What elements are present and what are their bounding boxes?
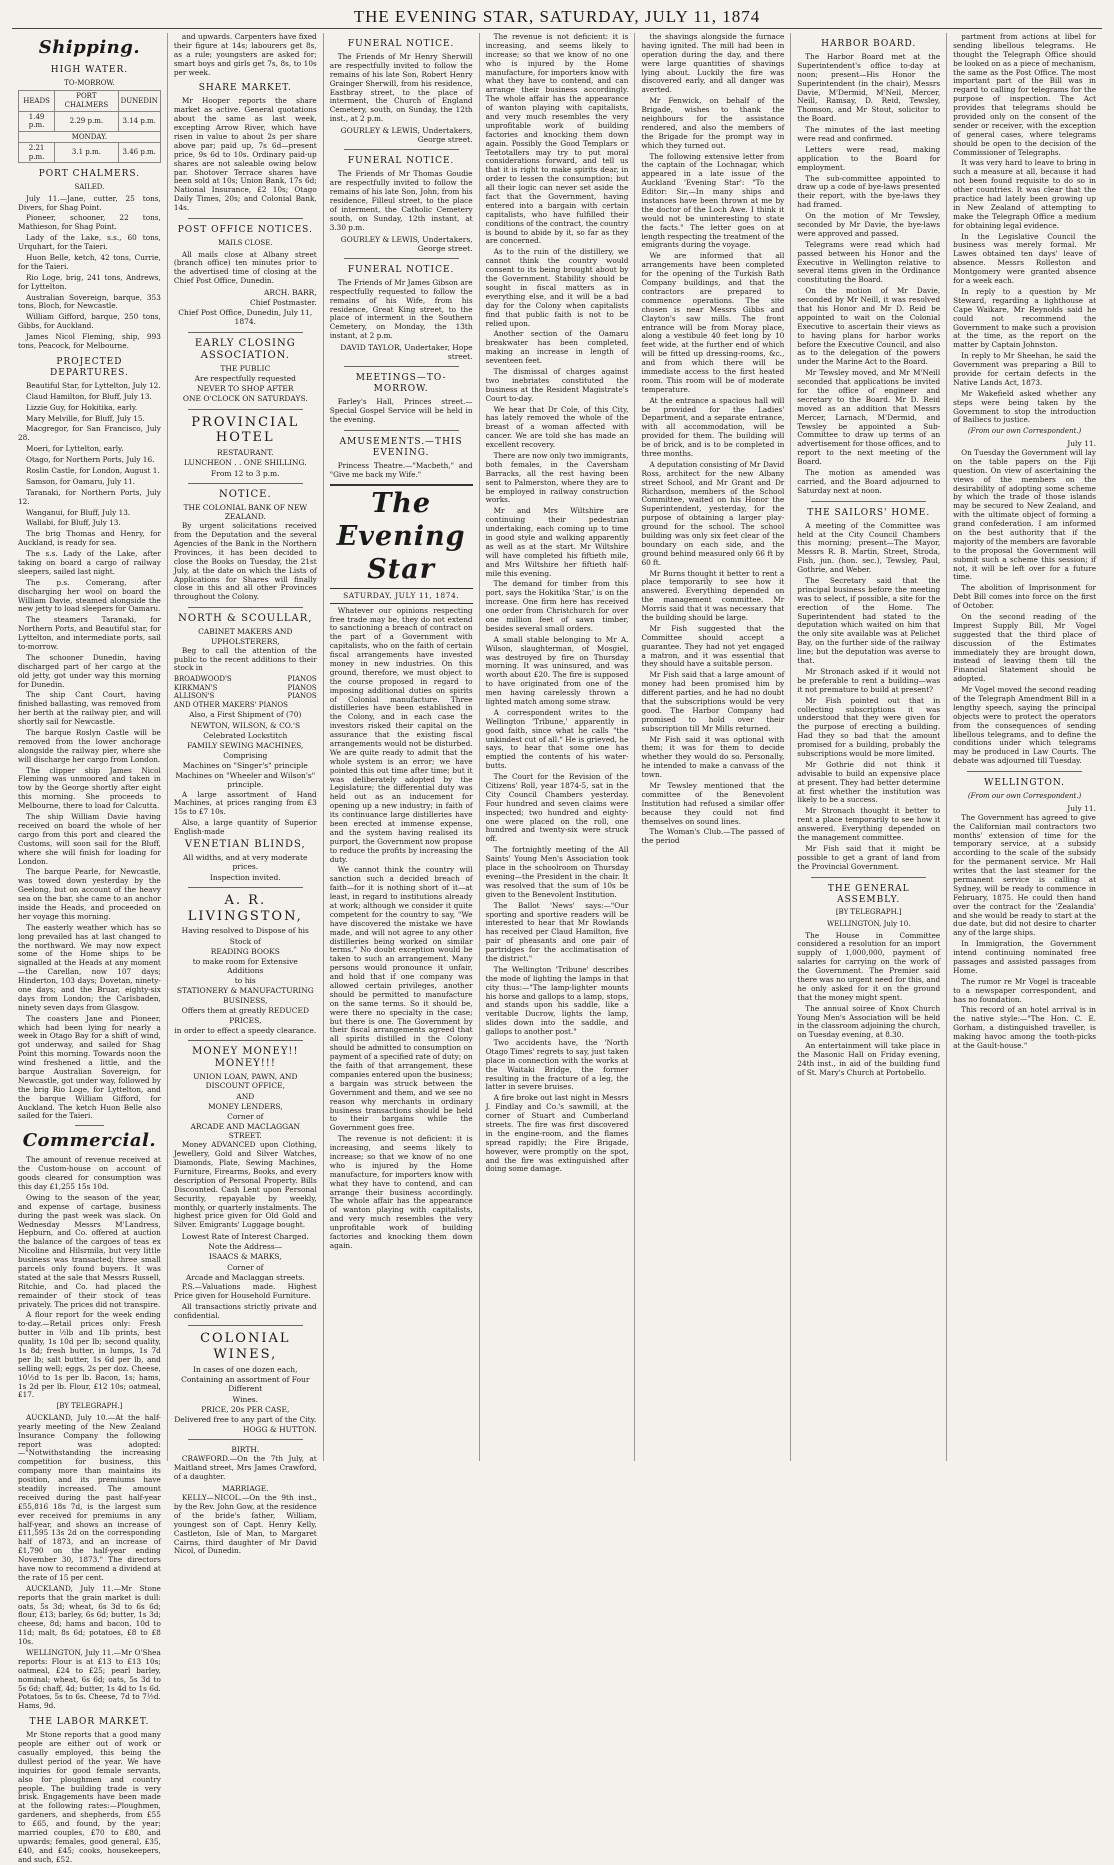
general-assembly-heading: THE GENERAL ASSEMBLY. xyxy=(827,883,910,905)
ad-line: LUNCHEON . . ONE SHILLING. xyxy=(183,458,307,468)
paragraph: The barque Roslyn Castle will be removed from the lower anchorage alongside the railway pier, where she will discharge her cargo from London. xyxy=(18,728,161,764)
paragraph: In reply to Mr Sheehan, he said the Government was preparing a Bill to provide for certain defects in the Native Lands Act, 1873. xyxy=(953,351,1097,387)
paragraph: The Court for the Revision of the Citizens' Roll, year 1874-5, sat in the City Council Chambers yesterday. Four hundred and seven claims were inspected; two hundred and eighty-one were placed on the roll, one hundred and twenty-six were struck off. xyxy=(485,772,629,844)
paragraph: Mr and Mrs Wiltshire are continuing their pedestrian undertaking, each coming up to time in good style and walking apparently as well as at the start. Mr Wiltshire will have completed his fiftieth mile, and Mrs Wiltshire her fiftieth half-mile this evening. xyxy=(485,506,629,578)
paragraph: Australian Sovereign, barque, 353 tons, Bloch, for Newcastle. xyxy=(18,292,161,311)
paragraph: Rio Loge, brig, 241 tons, Andrews, for Lyttelton. xyxy=(18,272,161,291)
paragraph: Mr Tewsley mentioned that the committee of the Benevolent Institution had refused a similar offer because they could not find themselves on sound lines. xyxy=(641,781,785,826)
paragraph: This record of an hotel arrival is in the native style:—"The Hon. C. E. Gorham, a distinguished traveller, is making havoc among the tooth-picks at the Gault-house." xyxy=(953,1005,1097,1051)
marriage-heading: MARRIAGE. xyxy=(221,1483,269,1493)
notice-heading: NOTICE. xyxy=(218,488,272,500)
paragraph: Mr Tewsley moved, and Mr M'Neill seconded that applications be invited for the office of engineer and secretary to the Board. Mr D. Reid moved as an addition that Messrs Mercer, Larnach, M'Dermid, and Tewsley be appointed a Sub-Committee to draw up terms of an advertisement for those offices, and to report to the next meeting of the Board. xyxy=(797,368,941,467)
tide-cell: 1.49 p.m. xyxy=(19,111,55,131)
high-water-sub: TO-MORROW. xyxy=(64,78,115,87)
divider xyxy=(188,218,303,219)
paragraph: The fortnightly meeting of the All Saints' Young Men's Association took place in the schoolroom on Thursday evening—the President in the chair. It was resolved that the sum of 10s be given to the Benevolent Institution. xyxy=(485,845,629,899)
divider xyxy=(811,501,926,502)
post-signature-title: Chief Postmaster. xyxy=(250,298,317,308)
funeral-signature: GOURLEY & LEWIS, Undertakers, George street. xyxy=(340,126,473,145)
tide-cell: 3.1 p.m. xyxy=(55,143,118,163)
ad-line: Celebrated Lockstitch xyxy=(203,730,288,740)
paragraph: Mr Burns thought it better to rent a place temporarily to see how it answered. Everything depended on the management committee. Mr Morris said that it was necessary that the building should be large. xyxy=(641,568,785,622)
telegraph-label: [BY TELEGRAPH.] xyxy=(835,908,902,917)
wellington-text xyxy=(953,814,1096,1051)
paragraph: Telegrams were read which had passed between his Honor and the Executive in Wellington relative to several items given in the Ordinance constituting the Board. xyxy=(797,239,941,285)
paragraph: A small stable belonging to Mr A. Wilson, slaughterman, of Mosgiel, was destroyed by fire on Thursday morning. It was uninsured, and was worth about £20. The fire is supposed to have originated from one of the men having carelessly thrown a lighted match among some straw. xyxy=(485,634,629,707)
paragraph: The ship William Davie having received on board the whole of her cargo from this port and cleared the Customs, will soon sail for the Bluff, where she will finish for loading for London. xyxy=(18,812,161,866)
divider xyxy=(188,1439,303,1440)
column-1 xyxy=(12,33,168,1864)
paragraph: It was very hard to leave to bring in such a measure at all, because it had not been found requisite to do so in other countries. It was clear that the practice had lately been growing up in New Zealand of attempting to make the Telegraph Office a medium for obtaining legal evidence. xyxy=(953,158,1097,230)
ad-line: In cases of one dozen each, xyxy=(193,1365,298,1375)
provincial-hotel-sub: RESTAURANT. xyxy=(217,448,274,458)
money-heading: MONEY MONEY!! MONEY!!! xyxy=(192,1045,299,1070)
ad-line: Having resolved to Dispose of his xyxy=(181,926,309,936)
ad-line: READING BOOKS xyxy=(210,946,280,956)
ad-line: Wines. xyxy=(232,1394,259,1404)
ad-line: Comprising xyxy=(223,751,268,761)
tide-cell: 2.21 p.m. xyxy=(19,143,55,163)
sailed-list xyxy=(18,195,161,351)
paragraph: The Harbor Board met at the Superintendent's office to-day at noon; present—His Honor the Superintendent (in the chair), Messrs Davie, M'Dermid, M'Neil, Mercer, Neill, Ramsay, D. Reid, Tewsley, Thomson, and Mr Stout, solicitor to the Board. xyxy=(797,51,941,124)
harbor-board-text xyxy=(797,53,940,496)
divider xyxy=(344,366,459,367)
paragraph: The abolition of Imprisonment for Debt Bill comes into force on the first of October. xyxy=(953,583,1097,611)
wellington-date: July 11. xyxy=(1067,803,1097,813)
amusements-text: Princess Theatre.—"Macbeth," and "Give me back my Wife." xyxy=(329,460,473,479)
north-scoullar-text-3: Also, a large quantity of Superior English-made xyxy=(173,818,317,837)
paragraph: The steamers Taranaki, for Northern Ports, and Beautiful star, for Lyttelton, and intermediate ports, sail to-morrow. xyxy=(18,615,161,652)
money-confidential: All transactions strictly private and confidential. xyxy=(173,1301,317,1320)
shipping-heading: Shipping. xyxy=(38,37,141,58)
paragraph: AUCKLAND, July 11.—Mr Stone reports that the grain market is dull: oats, 5s 3d; wheat, 6s 3d to 6s 6d; flour, £13; barley, 6s 6d; butter, 1s 3d; cheese, 8d; hams and bacon, 10d to 11d; malt, 8s 6d; potatoes, £8 to £8 10s. xyxy=(18,1583,161,1647)
paragraph: In the Legislative Council the business was merely formal. Mr Lawes obtained ten days' leave of absence. Messrs Rolleston and Montgomery were granted absence for a week each. xyxy=(953,231,1097,286)
paper-title: The Evening Star xyxy=(330,484,473,590)
paragraph: Mr Fenwick, on behalf of the Brigade, wishes to thank the neighbours for the assistance rendered, and also the members of the Brigade for the prompt way in which they turned out. xyxy=(641,96,785,150)
paragraph: At the entrance a spacious hall will be provided for the Ladies' Department, and a separate entrance, with all accommodation, will be provided for them. The building will be of brick, and is to be completed in three months. xyxy=(641,395,785,458)
paragraph: The easterly weather which has so long prevailed has at last changed to the northward. We may now expect some of the Home ships to be signalled at the Heads at any moment—the Carellan, now 107 days; Hinderton, 103 days; Dovetan, ninety-one days; and the Bruar, eighty-six days from London; the Carlsbaden, ninety seven days from Glasgow. xyxy=(18,922,161,1012)
early-closing-lines xyxy=(174,364,317,404)
projected-heading: PROJECTED DEPARTURES. xyxy=(50,356,129,378)
divider xyxy=(188,409,303,410)
post-date: Chief Post Office, Dunedin, July 11, 1874. xyxy=(178,308,313,327)
ad-line: Arcade and Maclaggan streets. xyxy=(185,1272,305,1282)
divider xyxy=(344,149,459,150)
paragraph: Mr Fish suggested that the Committee should accept a guarantee. They had not yet engaged a matron, and it was essential that they should have a suitable person. xyxy=(641,623,785,669)
north-scoullar-text-2: A large assortment of Hand Machines, at prices ranging from £3 15s to £7 10s. xyxy=(173,789,317,817)
correspondent-date: July 11. xyxy=(1067,438,1097,448)
paragraph: On the motion of Mr Tewsley, seconded by Mr Davie, the bye-laws were approved and passed. xyxy=(797,211,941,238)
paragraph: The revenue is not deficient: it is increasing, and seems likely to increase; so that we know of no one who is injured by the Home manufacture, for importers know with what they have to contend, and can arrange their business accordingly. The whole affair has the appearance of wanton playing with capitalists, and very much resembles the very unprofitable work of building factories and knocking them down again. Possibly the Good Templars or Teetotallers may try to put moral considerations forward, and tell us that it is right to make spirits dear, in order to lessen the consumption; but all their logic can never set aside the fact that the Government, having entered into a bargain with certain capitalists, who have fulfilled their conditions of the contract, the country is bound to abide by it, so far as they are concerned. xyxy=(485,32,629,246)
ad-line: Stock of xyxy=(229,936,261,946)
paragraph: The demand for timber from this port, says the Hokitika 'Star,' is on the increase. One firm here has received one order from Christchurch for over one million feet of sawn timber, besides several small orders. xyxy=(485,579,629,633)
commercial-news xyxy=(18,1156,161,1400)
funeral-notice-heading: FUNERAL NOTICE. xyxy=(347,39,455,49)
post-office-text: All mails close at Albany street (branch office) ten minutes prior to the advertised time of closing at the Chief Post Office, Dunedin. xyxy=(173,249,317,286)
wines-heading: COLONIAL WINES, xyxy=(200,1331,291,1363)
paragraph: Mr Fish pointed out that in collecting subscriptions it was understood that they were given for the purpose of erecting a building. Had they so bad that the amount promised for a building, probably the subscriptions would be more limited. xyxy=(797,695,941,758)
north-scoullar-sub: CABINET MAKERS AND UPHOLSTERERS, xyxy=(198,627,293,646)
paragraph: On the second reading of the Imprest Supply Bill, Mr Vogel suggested that the third place of discussion of the Estimates immediately they are brought down, instead of leaving them till the Financial Statement should be adopted. xyxy=(953,612,1097,684)
shipping-news xyxy=(18,530,161,1121)
hogg-signature: HOGG & HUTTON. xyxy=(242,1425,317,1434)
ad-line: STATIONERY & MANUFACTURING xyxy=(176,986,314,996)
paragraph: Mr Gothrie did not think it advisable to build an expensive place at present. They had better determine at first whether the institution was likely to be a success. xyxy=(797,759,941,805)
paragraph: The coasters Jane and Pioneer, which had been lying for nearly a week in Otago Bay for a shift of wind, got underway, and sailed for Shag Point this morning. Towards noon the wind freshened a little, and the barque Australian Sovereign, for Newcastle, got under way, followed by the brig Rio Loge, for Lyttelton, and the barque William Gifford, for Auckland. The ketch Huon Belle also sailed for the Taieri. xyxy=(18,1013,161,1121)
share-market-heading: SHARE MARKET. xyxy=(198,83,292,94)
paragraph: We are informed that all arrangements have been completed for the opening of the Turkish Bath Company buildings, and that the contractors are prepared to commence operations. The site chosen is near Messrs Gibbs and Clayton's saw mills. The front entrance will be from Moray place, along a vestibule 40 feet long by 10 feet wide, at the further end of which will be fitted up dressing-rooms, &c., and from which there will be immediate access to the first heated room. This room will be of moderate temperature. xyxy=(641,251,785,394)
ad-line: Are respectfully requested xyxy=(194,374,296,384)
sailors-home-text xyxy=(797,522,940,872)
ad-line: MONEY LENDERS, xyxy=(207,1101,283,1111)
paragraph: The barque Pearle, for Newcastle, was towed down yesterday by the Geelong, but on account of the heavy sea on the bar, she came to an anchor inside the Heads, and proceeded on her voyage this morning. xyxy=(18,867,161,921)
ad-line: AND xyxy=(236,1091,255,1101)
paragraph: The brig Thomas and Henry, for Auckland, is ready for sea. xyxy=(18,529,161,548)
paragraph: Otago, for Northern Ports, July 16. xyxy=(26,455,155,465)
money-text: Money ADVANCED upon Clothing, Jewellery, Gold and Silver Watches, Diamonds, Plate, Sewing Machines, Furniture, Firearms, Books, and every description of Personal Property. Bills Discounted. Cash Lent upon Personal Security, repayable by weekly, monthly, or quarterly instalments. The highest price given for Old Gold and Silver. Emigrants' Luggage bought. xyxy=(173,1140,317,1230)
paragraph: The annual soiree of Knox Church Young Men's Association will be held in the classroom adjoining the church, on Tuesday evening, at 8.30. xyxy=(797,1003,941,1040)
funeral-signature: GOURLEY & LEWIS, Undertakers, George street. xyxy=(340,234,473,253)
meetings-heading: MEETINGS—TO-MORROW. xyxy=(355,373,447,395)
tide-cell: 3.46 p.m. xyxy=(118,143,160,163)
divider xyxy=(967,771,1082,772)
paragraph: The dismissal of charges against two inebriates constituted the business at the Resident Magistrate's Court to-day. xyxy=(485,366,629,403)
tide-table xyxy=(18,90,161,163)
venetian-sub: All widths, and at very moderate prices. xyxy=(183,853,308,872)
paragraph: Mr Vogel moved the second reading of the Telegraph Amendment Bill in a lengthy speech, saying the principal objects were to protect the operators from the consequences of sending libellous telegrams, and to define the conditions under which telegrams may be produced in Law Courts. The debate was adjourned till Tuesday. xyxy=(953,685,1097,766)
divider xyxy=(188,887,303,888)
ad-line: PRICE, 20s PER CASE, xyxy=(201,1404,290,1414)
ad-line: Machines on "Wheeler and Wilson's" principle. xyxy=(175,771,316,790)
paragraph: The p.s. Comerang, after discharging her wool on board the William Davie, steamed alongside the new jetty to load sleepers for Oamaru. xyxy=(18,577,161,614)
provincial-hotel-lines xyxy=(174,458,317,477)
paragraph: Samson, for Oamaru, July 11. xyxy=(26,476,136,486)
tide-header: DUNEDIN xyxy=(118,91,160,111)
paragraph: Taranaki, for Northern Ports, July 12. xyxy=(18,487,161,506)
ad-line: BUSINESS, xyxy=(223,996,268,1006)
tide-cell: 2.29 p.m. xyxy=(55,111,118,131)
port-chalmers-heading: PORT CHALMERS. xyxy=(38,169,141,180)
commercial-telegrams xyxy=(18,1414,161,1711)
paragraph: We hear that Dr Cole, of this City, has lately removed the whole of the breast of a woman affected with cancer. We are told she has made an excellent recovery. xyxy=(485,404,629,450)
venetian-heading: VENETIAN BLINDS, xyxy=(184,839,306,851)
ad-line: in order to effect a speedy clearance. xyxy=(174,1025,317,1035)
birth-heading: BIRTH. xyxy=(231,1445,260,1455)
north-scoullar-text: Beg to call the attention of the public to the recent additions to their stock in xyxy=(173,645,317,673)
paragraph: the shavings alongside the furnace having ignited. The mill had been in operation during the day, and there were large quantities of shavings lying about. Luckily the fire was discovered early, and all danger was averted. xyxy=(641,32,785,95)
ad-line: Offers them at greatly REDUCED PRICES, xyxy=(181,1006,309,1025)
livingston-lines xyxy=(174,926,317,1035)
masthead: THE EVENING STAR, SATURDAY, JULY 11, 1874 xyxy=(12,6,1102,29)
paragraph: The sub-committee appointed to draw up a code of bye-laws presented their report, with the bye-laws they had framed. xyxy=(797,173,941,210)
notice-text: By urgent solicitations received from the Deputation and the several Agencies of the Bank in the Northern Provinces, it has been decided to close the Books on Tuesday, the 21st July, at the date on which the Lists of Applications for Shares will finally close in this and all other Provinces throughout the Colony. xyxy=(173,521,317,602)
funeral-notice-text: The Friends of Mr James Gibson are respectfully requested to follow the remains of his Wife, from his residence, Great King street, to the place of interment in the Southern Cemetery, on Monday, the 13th instant, at 2 p.m. xyxy=(329,277,473,341)
paragraph: As to the ruin of the distillery, we cannot think the country would consent to its being brought about by the Government. Stability should be sought in fiscal matters as in everything else, and it will be a bad day for the Colony when capitalists find that public faith is not to be relied upon. xyxy=(485,247,629,328)
paragraph: Mr Stronach asked if it would not be preferable to rent a building—was it not premature to build at present? xyxy=(797,666,941,694)
piano-list xyxy=(174,675,317,709)
tide-header: HEADS xyxy=(19,91,55,111)
paragraph: On the motion of Mr Davie, seconded by Mr Neill, it was resolved that his Honor and Mr D. Reid be appointed to wait on the Colonial Executive to ascertain their views as to having plans for harbor works before the Executive Council, and also as to the delegation of the powers under the Marine Act to the Board. xyxy=(797,286,941,367)
paragraph: WELLINGTON, July 11.—Mr O'Shea reports: Flour is at £13 to £13 10s; oatmeal, £24 to £25; pearl barley, nominal; wheat, 6s 6d; oats, 5s 3d to 5s 6d; chaff, 4d; butter, 1s 4d to 1s 6d. Potatoes, 5s to 6s. Cheese, 7d to 7½d. Hams, 9d. xyxy=(18,1648,161,1711)
paragraph: AUCKLAND, July 10.—At the half-yearly meeting of the New Zealand Insurance Company the following report was adopted:—"Notwithstanding the increasing competition for business, this company more than maintains its position, and its premiums have steadily increased. The amount received during the past half-year £55,816 18s 7d, is the largest sum ever received for premiums in any half-year, and shows an increase of £11,595 13s 2d on the corresponding half of 1873, and an increase of £1,790 on the half-year ending November 30, 1873." The directors have now to recommend a dividend at the rate of 15 per cent. xyxy=(18,1412,161,1582)
mails-close-label: MAILS CLOSE. xyxy=(218,238,273,247)
north-scoullar-heading: NORTH & SCOULLAR, xyxy=(178,613,313,625)
paragraph: The House in Committee considered a resolution for an import supply of 1,000,000, payment of salaries for carrying on the work of the Government. The Premier said there was no urgent need for this, and he only asked for it on the ground that the money might spent. xyxy=(797,930,941,1002)
column-7 xyxy=(947,33,1102,1461)
wellington-heading: WELLINGTON. xyxy=(984,778,1066,789)
paragraph: Mr Stronach thought it better to rent a place temporarily to see how it answered. Everything depended on the management committee. xyxy=(797,806,941,842)
column-6 xyxy=(791,33,947,1461)
labor-news xyxy=(18,1731,161,1864)
ad-line: ONE O'CLOCK ON SATURDAYS. xyxy=(182,394,308,404)
funeral-notice-heading: FUNERAL NOTICE. xyxy=(347,156,455,167)
projected-list xyxy=(18,382,161,528)
paragraph: The clipper ship James Nicol Fleming was unmoored and taken in tow by the George shortly after eight this morning. She proceeds to Melbourne, there to load for Calcutta. xyxy=(18,765,161,811)
ad-line: From 12 to 3 p.m. xyxy=(211,468,280,478)
paragraph: The Government has agreed to give the Californian mail contractors two months' extension of time for the temporary service, at a subsidy according to the scale of the subsidy for the permanent service. Mr Hall writes that the last steamer for the permanent service is calling at Sydney, will be ready to commence in February, 1875. He could then hand over the contract for the 'Zealandia' and she would be ready to start at the due date, but did not desire to charter any of the large ships. xyxy=(953,812,1097,938)
paragraph: The Ballot 'News' says:—"Our sporting and sportive readers will be interested to hear that Mr Rowlands has received per Claud Hamilton, five pair of pheasants and one pair of partridges for the acclimatisation of the district." xyxy=(485,900,629,963)
notice-sub: THE COLONIAL BANK OF NEW ZEALAND. xyxy=(183,502,308,522)
telegraph-bill-text xyxy=(953,33,1096,425)
paragraph: James Nicol Fleming, ship, 993 tons, Peacock, for Melbourne. xyxy=(18,332,161,351)
column-3 xyxy=(324,33,480,1461)
meetings-text: Farley's Hall, Princes street.—Special Gospel Service will be held in the evening. xyxy=(329,397,473,425)
tide-cell: 3.14 p.m. xyxy=(118,111,160,131)
birth-text: CRAWFORD.—On the 7th July, at Maitland street, Mrs James Crawford, of a daughter. xyxy=(173,1454,317,1482)
paragraph: Beautiful Star, for Lyttelton, July 12. xyxy=(26,380,161,390)
paragraph: A meeting of the Committee was held at the City Council Chambers this morning; present—The Mayor, Messrs R. B. Martin, Street, Stroda, Fish, jun. (hon. sec.), Tewsley, Paul, Gothrie, and Weber. xyxy=(797,520,941,575)
money-ps: P.S.—Valuations made. Highest Price given for Household Furniture. xyxy=(173,1281,317,1300)
paragraph: Wallabi, for Bluff, July 13. xyxy=(26,518,121,528)
paragraph: The motion as amended was carried, and the Board adjourned to Saturday next at noon. xyxy=(797,468,941,495)
paragraph: Owing to the season of the year, and expense of cartage, business during the past week was slack. On Wednesday Messrs M'Landress, Hepburn, and Co. offered at auction the balance of the cargoes of teas ex Nicoline and Hilsrmila, but very little business was transacted; three small parcels only found buyers. It was stated at the sale that Messrs Russell, Ritchie, and Co. had placed the remainder of their stock of teas privately. The prices did not transpire. xyxy=(18,1192,161,1309)
divider xyxy=(188,1325,303,1326)
divider xyxy=(344,430,459,431)
paragraph: Mr Wakefield asked whether any steps were being taken by the Government to stop the introduction of Bailiecs to justice. xyxy=(953,388,1097,425)
piano-row: AND OTHER MAKERS' PIANOS xyxy=(173,700,288,709)
paragraph: The ship Cant Court, having finished ballasting, was removed from her berth at the railway pier, and will shortly sail for Newcastle. xyxy=(18,690,161,727)
money-interest: Lowest Rate of Interest Charged. xyxy=(181,1232,309,1242)
labor-continued: and upwards. Carpenters have fixed their figure at 14s; labourers get 8s, as a rule; youngsters are asked for; smart boys and girls get 7s, 8s, to 10s per week. xyxy=(173,32,317,77)
paragraph: The Secretary said that the principal business before the meeting was to select, if possible, a site for the erection of the Home. The Superintendent had stated to the deputation which waited on him that the only site available was at Pelichet Bay, on the further side of the railway line; but the deputation was averse to that. xyxy=(797,576,941,666)
ad-line: Machines on "Singer's" principle xyxy=(182,761,308,771)
paragraph: Mr Fish said it was optional with them; it was for them to decide whether they would do so. Personally, he intended to make a canvass of the town. xyxy=(641,734,785,780)
paragraph: The rumor re Mr Vogel is traceable to a newspaper correspondent, and has no foundation. xyxy=(953,976,1097,1004)
paragraph: William Gifford, barque, 250 tons, Gibbs, for Auckland. xyxy=(18,312,161,331)
paragraph: Wanganui, for Bluff, July 13. xyxy=(26,507,131,517)
paragraph: On Tuesday the Government will lay on the table papers on the Fiji question. On view of ascertaining the views of the members on the desirability of adopting some scheme by which the trade of those islands may be secured to New Zealand, and with the ultimate object of forming a grand confederation. I am informed on the best authority that if the majority of the members are favorable to the proposal the Government will submit such a scheme this session; if not, it will be left over for a future time. xyxy=(953,447,1097,582)
paragraph: Mr Fish said that it might be possible to get a grant of land from the Provincial Government. xyxy=(797,843,941,871)
paragraph: In reply to a question by Mr Steward, regarding a lighthouse at Cape Waikare, Mr Reynolds said he could not recommend the Government to make such a provision at the time, as the report on the matter by Captain Johnston. xyxy=(953,286,1097,350)
paragraph: Mary Melville, for Bluff, July 15. xyxy=(26,413,145,423)
amusements-heading: AMUSEMENTS.—THIS EVENING. xyxy=(339,436,463,458)
paragraph: Whatever our opinions respecting free trade may be, they do not extend to sanctioning a breach of contract on the part of a Government with capitalists, who on the faith of certain fiscal arrangements have invested money in new industries. On this ground, therefore, we must object to the course proposed in regard to imposing additional duties on spirits of Colonial manufacture. Three distilleries have been established in the Colony, and in each case the investors risked their capital on the assurance that the existing fiscal arrangements would not be disturbed. We are quite ready to admit that the whole system is an error; we have pointed this out time after time; but it was deliberately adopted by the Legislature; the differential duty was held out as an inducement for opening up a new industry; in faith of its continuance large distilleries have been erected at immense expense, and the system having realised its purport, the Government now propose to reduce the profits by increasing the duty. xyxy=(329,605,473,864)
paragraph: Mr Stone reports that a good many people are either out of work or casually employed, this being the dullest period of the year. We have inquiries for good female servants, also for ploughmen and country people. The building trade is very brisk. Engagements have been made at the following rates:—Ploughmen, gardeners, and shepherds, from £55 to £65, and found, by the year; married couples, £70 to £80, and upwards; females, good general, £35, £40, and £45; cooks, housekeepers, and such, £52. xyxy=(18,1730,161,1864)
paragraph: partment from actions at libel for sending libellous telegrams. He thought the Telegraph Office should be looked on as a piece of mechanism, the same as the Post Office. The most important part of the Bill was in regard to calling for telegrams for the purpose of inspection. The Act provides that telegrams should be provided only on the consent of the sender or receiver, with the exception of general cases, where telegrams should be open to the decision of the Commissioner of Telegraphs. xyxy=(953,32,1097,157)
share-market-text: Mr Hooper reports the share market as active. General quotations about the same as last week, excepting Arrow River, which have risen in value to about 2s per share above par; paid up, 7s 6d—present price, 9s 6d to 10s. Ordinary paid-up shares are not saleable owing below par. Shotover Terrace shares have been sold at 10s; Union Bank, 17s 6d; National Insurance, £2 10s; Otago Daily Times, 20s; and Colonial Bank, 14s. xyxy=(173,96,317,213)
ad-line: to make room for Extensive Additions xyxy=(192,956,298,975)
isaacs-lines xyxy=(174,1242,317,1282)
paragraph: A flour report for the week ending to-day.—Retail prices only: Fresh butter in ½lb and 1lb prints, best quality, 1s 10d per lb; second quality, 1s 8d; fresh butter, in lumps, 1s 7d per lb; salt butter, 1s 6d per lb, and selling well; eggs, 2s per doz. Cheese, 10½d to 1s per lb. Bacon, 1s; hams, 1s 2d per lb. Flour, £12 10s; oatmeal, £17. xyxy=(18,1310,161,1400)
paragraph: Lady of the Lake, s.s., 60 tons, Urquhart, for the Taieri. xyxy=(18,233,161,252)
divider xyxy=(188,483,303,484)
paragraph: The amount of revenue received at the Custom-house on account of goods cleared for consumption was this day £1,255 15s 10d. xyxy=(18,1155,161,1191)
paragraph: The revenue is not deficient: it is increasing, and seems likely to increase; so that we know of no one who is injured by the Home manufacture, for importers know with what they have to contend, and can arrange their business accordingly. The whole affair has the appearance of wanton playing with capitalists, and very much resembles the very unprofitable work of building factories and knocking them down again. xyxy=(329,1134,473,1250)
commercial-heading: Commercial. xyxy=(22,1130,157,1152)
paragraph: A correspondent writes to the Wellington 'Tribune,' apparently in good faith, since what he calls "the unkindest cut of all." He is grieved, he says, to hear that some one has emptied the contents of his water-butts. xyxy=(485,707,629,771)
high-water-heading: HIGH WATER. xyxy=(50,64,129,75)
paragraph: A deputation consisting of Mr David Ross, architect for the new Albany street School, and Mr Grant and Dr Richardson, members of the School Committee, waited on his Honor the Superintendent, yesterday, for the purpose of obtaining a larger play-ground for the school. The school building was only six feet clear of the boundary on each side, and the ground behind measured only 66 ft by 60 ft. xyxy=(641,459,785,567)
paragraph: The following extensive letter from the captain of the Lochnagar, which appeared in a late issue of the Auckland 'Evening Star': "To the Editor: Sir,—In many ships and instances have been thrown at me by the doctor of the Loch Awe. I think it would not be uninteresting to state the facts." The letter goes on at length respecting the treatment of the emigrants during the voyage. xyxy=(641,151,785,250)
tide-monday: MONDAY. xyxy=(19,131,161,143)
paragraph: The schooner Dunedin, having discharged part of her cargo at the old jetty, got under way this morning for Dunedin. xyxy=(18,652,161,689)
divider xyxy=(75,1125,104,1126)
ad-line: Corner of xyxy=(227,1111,264,1121)
correspondent-label: (From our own Correspondent.) xyxy=(967,792,1082,801)
piano-row: ALLISON'S PIANOS xyxy=(173,692,317,701)
ad-line: UNION LOAN, PAWN, AND DISCOUNT OFFICE, xyxy=(193,1072,298,1091)
paragraph: Mr Fish said that a large amount of money had been promised him by different parties, and he had no doubt that the subscriptions would be very good. The Harbor Company had promised to hold over their subscription till Mr Mills returned. xyxy=(641,670,785,733)
ad-line: Corner of xyxy=(227,1262,264,1272)
paragraph: July 11.—Jane, cutter, 25 tons, Divers, for Shag Point. xyxy=(18,193,161,212)
paragraph: The Woman's Club.—The passed of the period xyxy=(641,827,785,846)
paragraph: Huon Belle, ketch, 42 tons, Currie, for the Taieri. xyxy=(18,253,161,271)
ad-line: FAMILY SEWING MACHINES, xyxy=(187,740,304,750)
paragraph: Claud Hamilton, for Bluff, July 13. xyxy=(26,391,152,401)
fiji-text xyxy=(953,449,1096,766)
paragraph: Pioneer, schooner, 22 tons, Mathieson, for Shag Point. xyxy=(18,213,161,232)
tide-header: PORT CHALMERS xyxy=(55,91,118,111)
paragraph: Moeri, for Lyttelton, early. xyxy=(26,444,124,454)
north-scoullar-lines xyxy=(174,710,317,789)
paragraph: Another section of the Oamaru breakwater has been completed, making an increase in length of seventeen feet. xyxy=(485,329,629,366)
paragraph: The s.s. Lady of the Lake, after taking on board a cargo of railway sleepers, sailed last night. xyxy=(18,549,161,576)
paragraph: There are now only two immigrants, both females, in the Caversham Barracks, all the rest having been sent to Palmerston, where they are to be employed in railway construction works. xyxy=(485,450,629,505)
labor-market-heading: THE LABOR MARKET. xyxy=(29,1717,150,1728)
paragraph: In Immigration, the Government intend continuing nominated free passages and assisted passages from Home. xyxy=(953,939,1097,975)
column-2 xyxy=(168,32,324,1556)
column-4 xyxy=(480,33,636,1461)
ad-line: NEWTON, WILSON, & CO.'S xyxy=(190,720,301,730)
ad-line: ARCADE AND MACLAGGAN STREET. xyxy=(190,1121,301,1141)
ad-line: ISAACS & MARKS, xyxy=(208,1252,282,1262)
harbor-board-heading: HARBOR BOARD. xyxy=(821,39,917,49)
money-lines xyxy=(174,1072,317,1140)
sailed-label: SAILED. xyxy=(74,183,105,192)
inspection-line: Inspection invited. xyxy=(209,872,281,882)
ad-line: NEVER TO SHOP AFTER xyxy=(197,384,294,394)
ad-line: Note the Address— xyxy=(208,1242,283,1252)
post-signature: ARCH. BARR, xyxy=(264,288,317,298)
divider xyxy=(188,332,303,333)
post-office-heading: POST OFFICE NOTICES. xyxy=(177,225,313,235)
divider xyxy=(188,1040,303,1041)
column-5 xyxy=(635,33,791,1461)
funeral-notice-text: The Friends of Mr Henry Sherwill are respectfully invited to follow the remains of his late Son, Robert Henry Grainger Sherwill, from his residence, Eastbray street, to the place of interment, the Church of England Cemetery, south, on Sunday, the 12th inst., at 2 p.m. xyxy=(329,51,473,124)
editorial xyxy=(330,607,473,1251)
paragraph: An entertainment will take place in the Masonic Hall on Friday evening, 24th inst., in aid of the building fund of St. Mary's Church at Portobello. xyxy=(797,1041,941,1077)
paragraph: The Wellington 'Tribune' describes the mode of lighting the lamps in that city thus:—"The lamp-lighter mounts his horse and gallops to a lamp, stops, and stands upon his saddle, like a veritable Ducrow, lights the lamp, slides down into the saddle, and gallops to another post." xyxy=(485,964,629,1037)
assembly-dateline: WELLINGTON, July 10. xyxy=(826,920,911,928)
general-assembly-text xyxy=(797,932,940,1078)
columns xyxy=(12,32,1102,1864)
piano-row: BROADWOOD'S PIANOS xyxy=(173,675,317,684)
livingston-heading: A. R. LIVINGSTON, xyxy=(187,892,303,924)
telegraph-label: [BY TELEGRAPH.] xyxy=(56,1402,123,1411)
piano-row: KIRKMAN'S PIANOS xyxy=(173,683,317,692)
funeral-notice-heading: FUNERAL NOTICE. xyxy=(347,264,455,275)
ad-line: Delivered free to any part of the City. xyxy=(174,1414,317,1424)
paragraph: We cannot think the country will sanction such a decided breach of faith—for it is nothing short of it—at least, in regard to institutions already at work; although we consider it quite competent for the country to say, "We have discovered the mistake we have made, and will not agree to any other distilleries being worked on similar terms." No doubt exception would be taken to such an arrangement. Many persons would pronounce it unfair, and hold that if one company was allowed certain privileges, another should be permitted to manufacture on the same terms. So it should be, were there no specialty in the case; but there is one. The Government by their fiscal arrangements agreed that all spirits distilled in the Colony should be admitted to consumption on payment of a specified rate of duty; on the faith of that arrangement, these companies entered upon the business; a bargain was struck between the Government and them, and we see no reason why merchants in ordinary business transactions should be held to their bargains while the Government goes free. xyxy=(329,865,473,1133)
funeral-notice-text: The Friends of Mr Thomas Goudie are respectfully invited to follow the remains of his late Son, John, from his residence, Filleul street, to the place of interment, the Catholic Cemetery south, on Sunday, 12th instant, at 3.30 p.m. xyxy=(329,169,473,232)
news-paragraphs xyxy=(641,33,784,846)
paper-dateline: SATURDAY, JULY 11, 1874. xyxy=(330,589,473,603)
wines-lines xyxy=(174,1365,317,1424)
correspondent-label: (From our own Correspondent.) xyxy=(967,427,1082,436)
news-paragraphs xyxy=(486,33,629,1174)
divider xyxy=(188,607,303,608)
sailors-home-heading: THE SAILORS' HOME. xyxy=(807,507,931,518)
ad-line: Containing an assortment of Four Different xyxy=(181,1375,310,1394)
ad-line: THE PUBLIC xyxy=(220,364,271,373)
early-closing-heading: EARLY CLOSING ASSOCIATION. xyxy=(194,337,296,361)
paragraph: Macgregor, for San Francisco, July 28. xyxy=(18,424,161,443)
ad-line: Also, a First Shipment of (70) xyxy=(189,710,302,720)
provincial-hotel-heading: PROVINCIAL HOTEL xyxy=(191,414,300,446)
paragraph: The minutes of the last meeting were read and confirmed. xyxy=(797,125,941,143)
paragraph: Lizzie Guy, for Hokitika, early. xyxy=(26,402,138,412)
paragraph: Two accidents have, the 'North Otago Times' regrets to say, just taken place in connection with the works at the Waitaki Bridge, the former resulting in the fracture of a leg, the latter in severe bruises. xyxy=(485,1037,629,1092)
divider xyxy=(811,877,926,878)
marriage-text: KELLY—NICOL.—On the 9th inst., by the Rev. John Gow, at the residence of the bride's father, William, youngest son of Capt. Henry Kelly, Castleton, Isle of Man, to Margaret Cairns, third daughter of Mr David Nicol, of Dunedin. xyxy=(173,1493,317,1556)
funeral-signature: DAVID TAYLOR, Undertaker, Hope street. xyxy=(340,343,473,362)
paragraph: Roslin Castle, for London, August 1. xyxy=(26,465,160,475)
divider xyxy=(344,258,459,259)
paragraph: A fire broke out last night in Messrs J. Findlay and Co.'s sawmill, at the corner of Stuart and Cumberland streets. The fire was first discovered in the engine-room, and the flames spread rapidly; the Fire Brigade, however, were promptly on the spot, and the fire was extinguished after doing some damage. xyxy=(485,1093,629,1174)
paragraph: Letters were read, making application to the Board for employment. xyxy=(797,144,941,172)
ad-line: to his xyxy=(234,976,256,986)
